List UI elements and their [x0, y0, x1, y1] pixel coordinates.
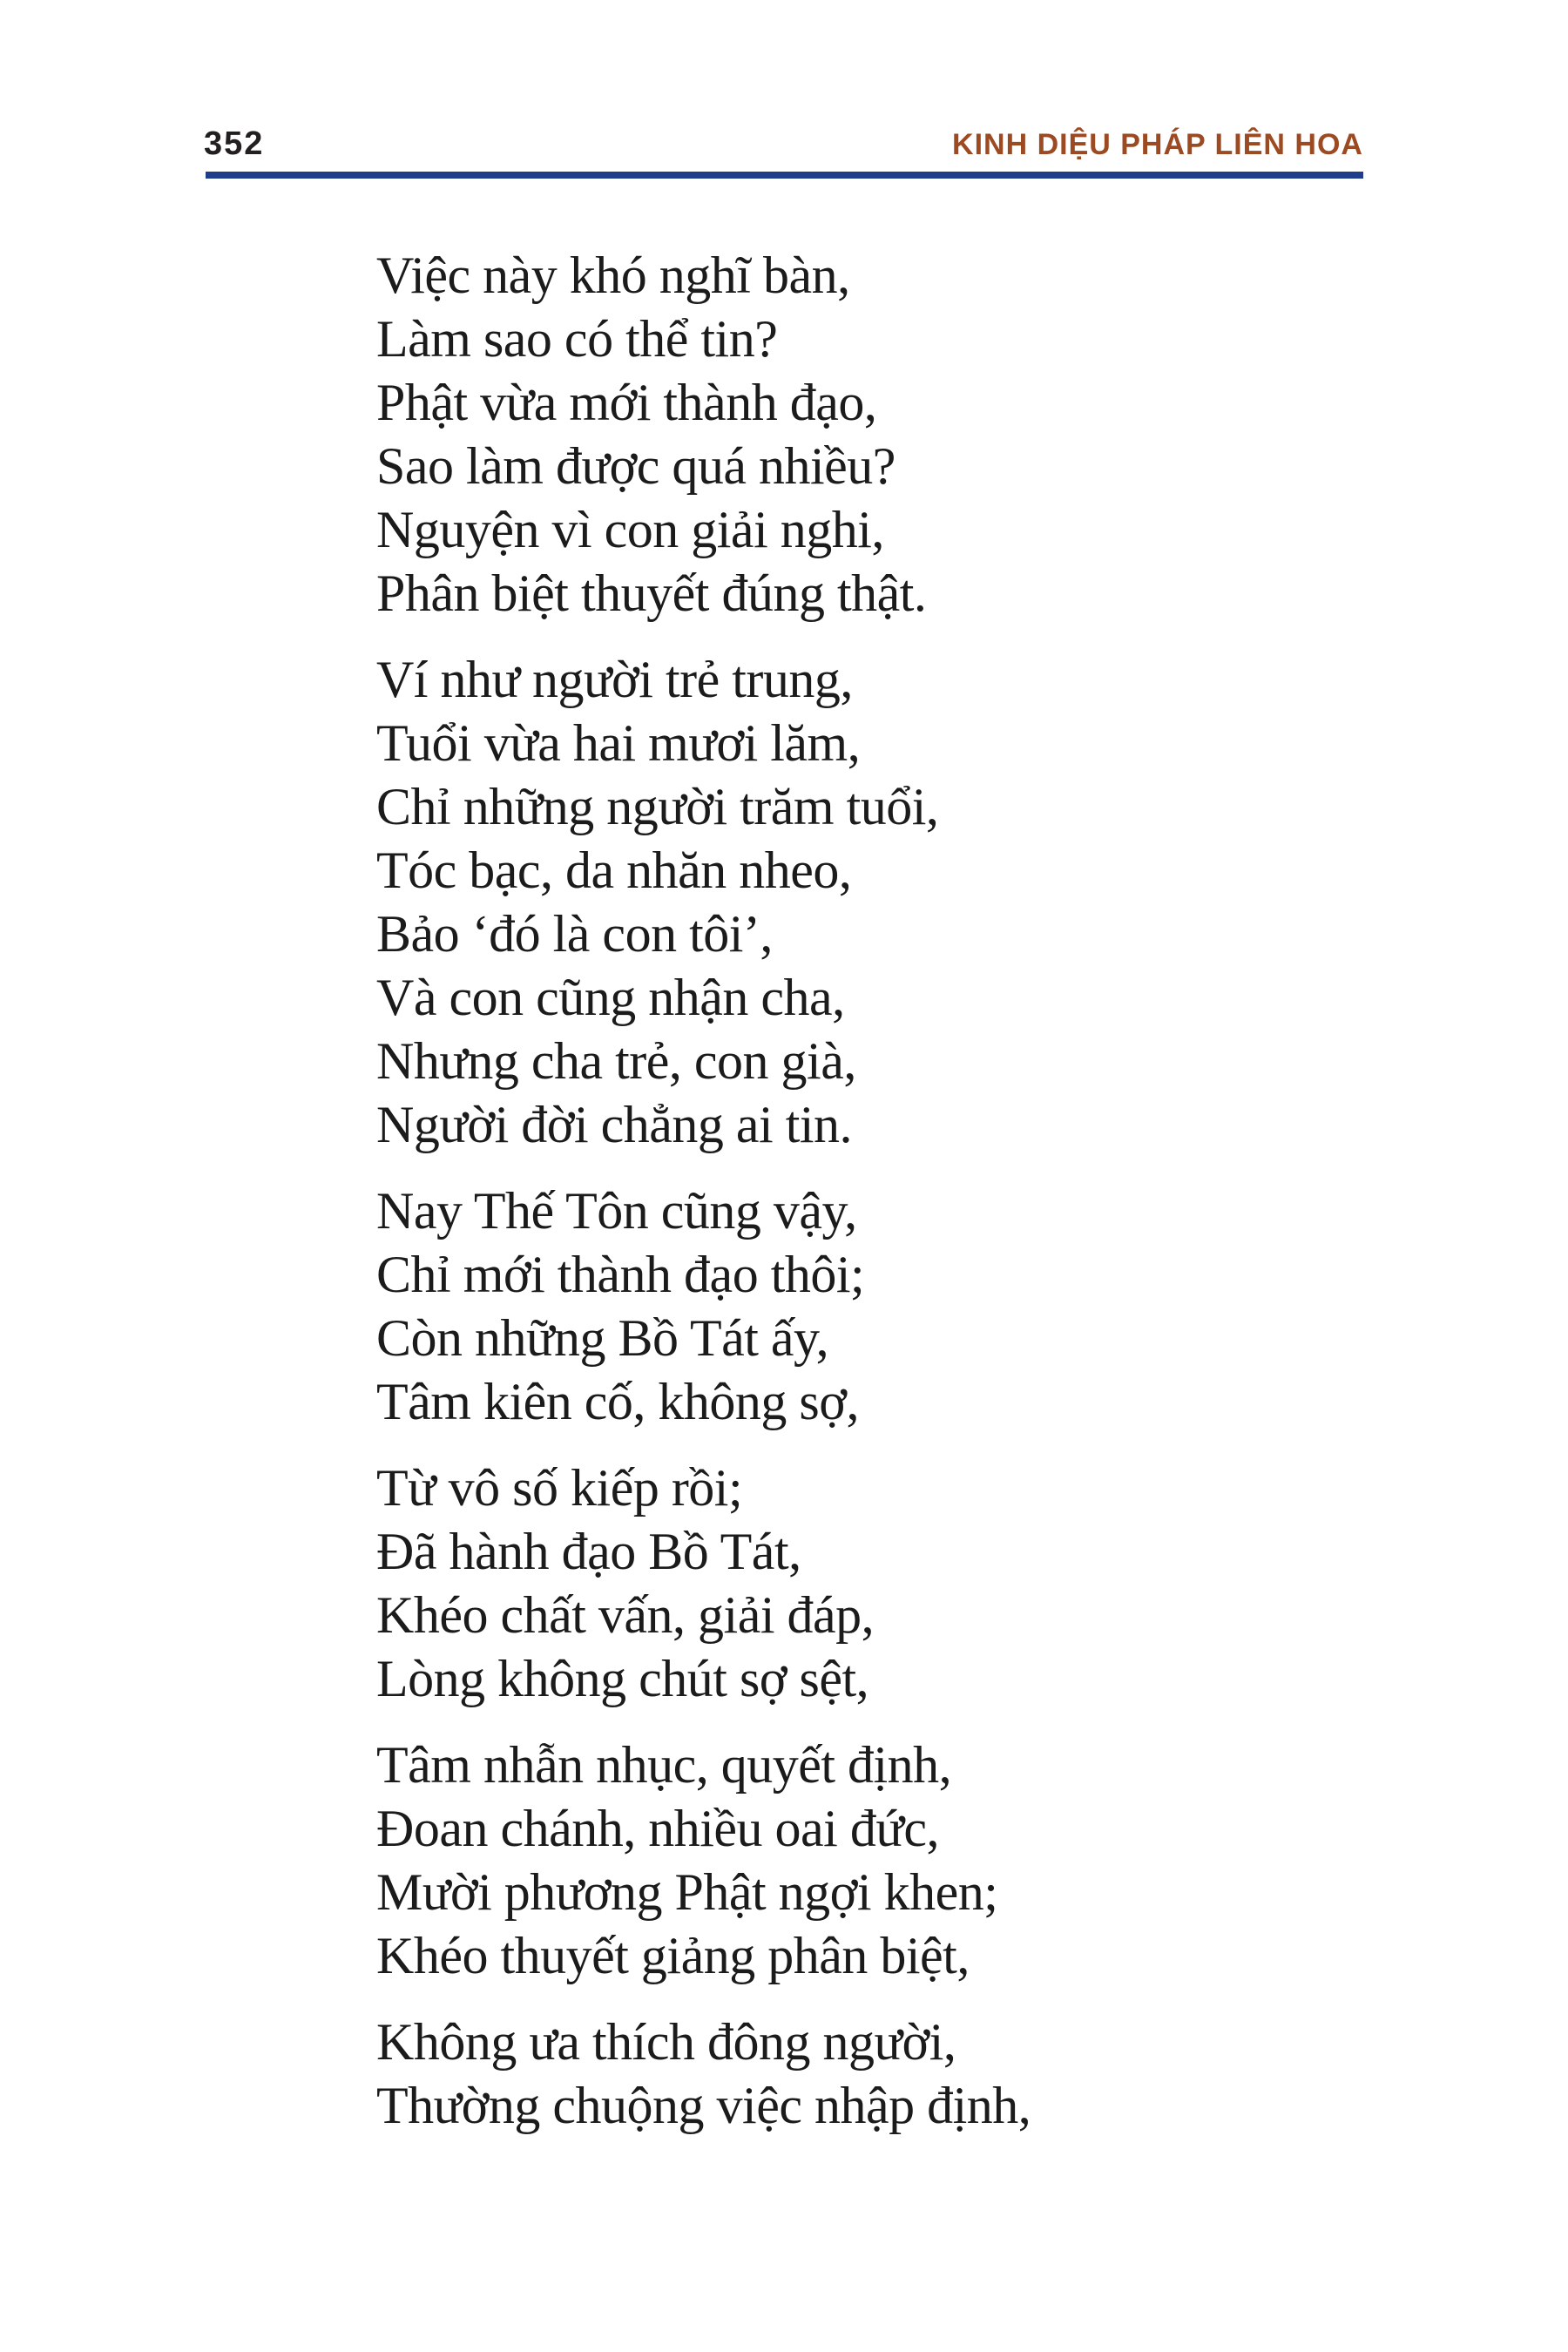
poem-line: Đã hành đạo Bồ Tát, [376, 1523, 801, 1580]
poem-line: Chỉ những người trăm tuổi, [376, 778, 939, 835]
poem-line: Tâm kiên cố, không sợ, [376, 1373, 859, 1430]
poem-line: Mười phương Phật ngợi khen; [376, 1863, 998, 1921]
poem-line: Khéo chất vấn, giải đáp, [376, 1586, 875, 1644]
stanza [376, 244, 1031, 625]
poem-line: Nhưng cha trẻ, con già, [376, 1032, 856, 1090]
stanza [376, 648, 1031, 1157]
poem-line: Thường chuộng việc nhập định, [376, 2077, 1031, 2134]
poem-line: Lòng không chút sợ sệt, [376, 1650, 869, 1707]
header-rule [206, 172, 1363, 179]
poem-line: Phân biệt thuyết đúng thật. [376, 564, 927, 622]
poem-line: Chỉ mới thành đạo thôi; [376, 1246, 865, 1303]
stanza [376, 1734, 1031, 1988]
stanza [376, 1456, 1031, 1711]
poem-line: Nay Thế Tôn cũng vậy, [376, 1182, 857, 1240]
page-number: 352 [204, 125, 265, 162]
poem-line: Tóc bạc, da nhăn nheo, [376, 841, 852, 899]
poem-line: Nguyện vì con giải nghi, [376, 501, 884, 558]
poem-line: Và con cũng nhận cha, [376, 969, 845, 1026]
poem-line: Sao làm được quá nhiều? [376, 437, 896, 495]
stanza [376, 1179, 1031, 1434]
poem-line: Không ưa thích đông người, [376, 2013, 956, 2071]
poem-line: Còn những Bồ Tát ấy, [376, 1309, 829, 1367]
poem-line: Phật vừa mới thành đạo, [376, 374, 877, 431]
poem-line: Từ vô số kiếp rồi; [376, 1459, 743, 1517]
poem-line: Ví như người trẻ trung, [376, 651, 853, 708]
poem-line: Làm sao có thể tin? [376, 310, 778, 368]
poem-line: Việc này khó nghĩ bàn, [376, 247, 850, 304]
poem [376, 244, 1031, 2160]
stanza [376, 2011, 1031, 2138]
poem-line: Tuổi vừa hai mươi lăm, [376, 714, 861, 772]
poem-line: Khéo thuyết giảng phân biệt, [376, 1927, 970, 1984]
poem-line: Đoan chánh, nhiều oai đức, [376, 1800, 939, 1857]
poem-line: Tâm nhẫn nhục, quyết định, [376, 1736, 952, 1794]
running-title: KINH DIỆU PHÁP LIÊN HOA [952, 128, 1363, 161]
poem-line: Bảo ‘đó là con tôi’, [376, 905, 773, 963]
poem-line: Người đời chẳng ai tin. [376, 1096, 853, 1153]
